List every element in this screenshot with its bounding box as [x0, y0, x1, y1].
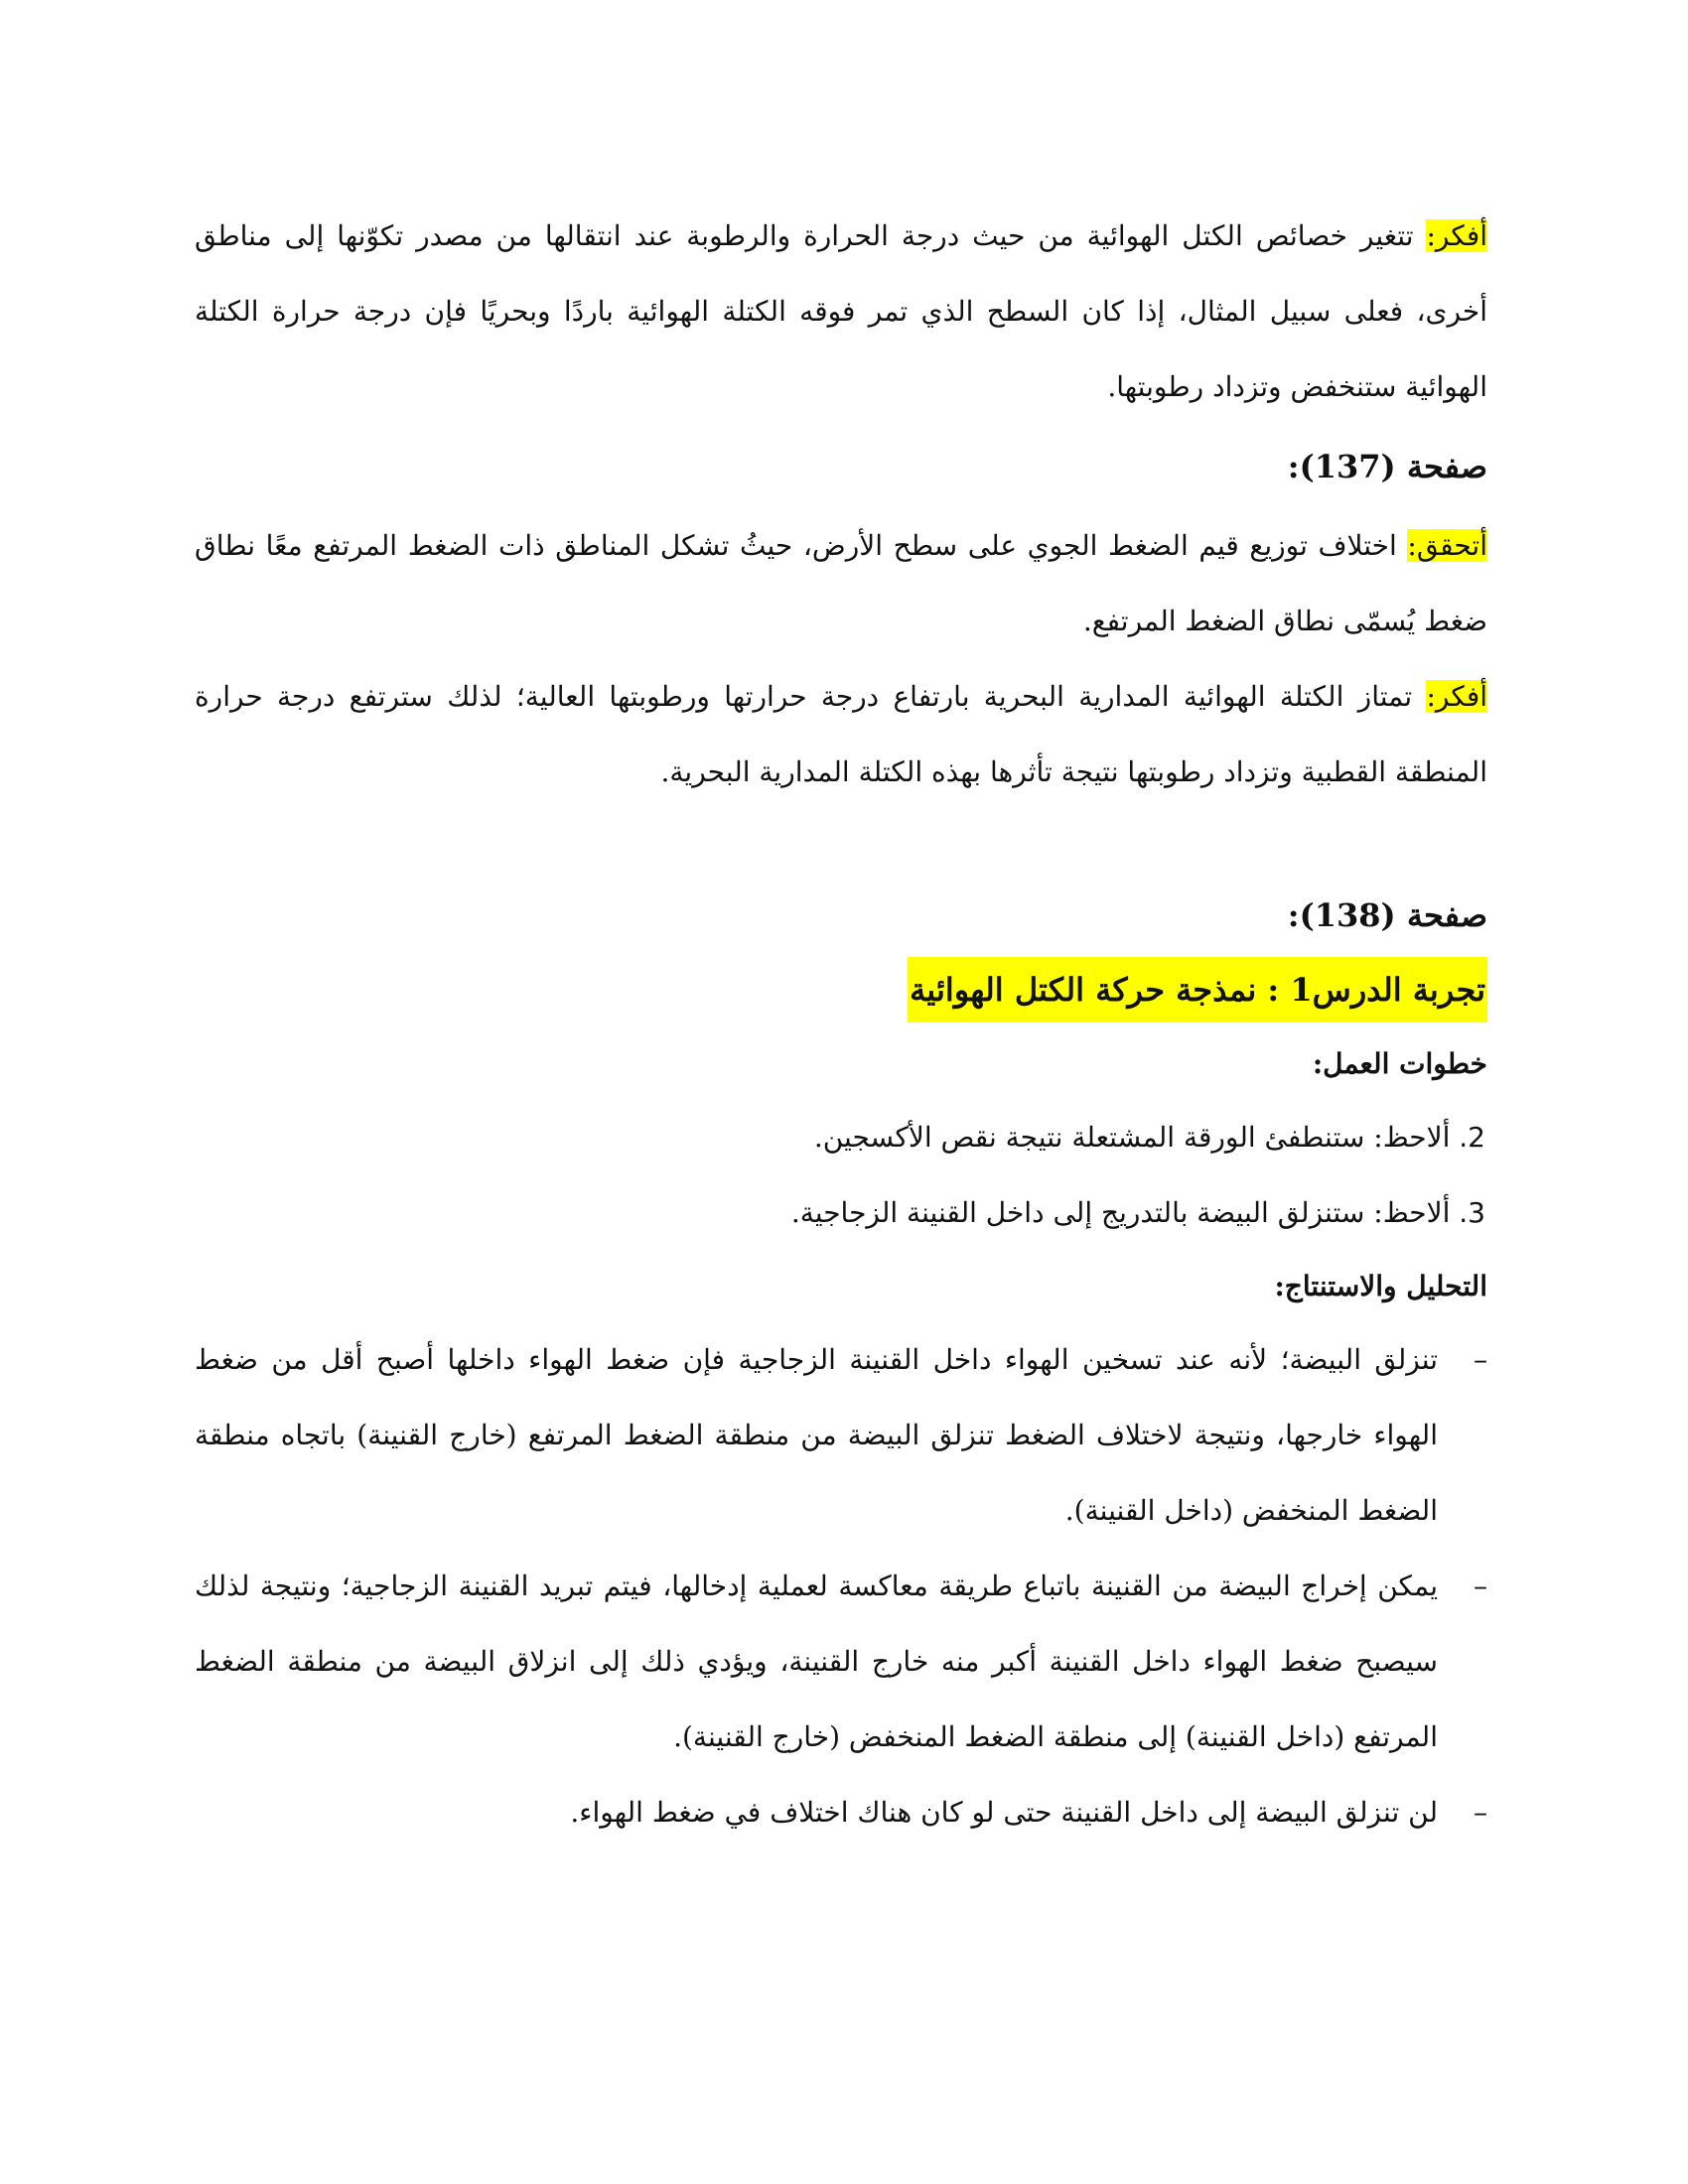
analysis-heading: التحليل والاستنتاج:: [1274, 1270, 1487, 1302]
think-text-2: تمتاز الكتلة الهوائية المدارية البحرية بارتفاع درجة حرارتها ورطوبتها العالية؛ لذلك سترتفع درجة حرارة المنطقة القطبية وتزداد رطوبتها نتيجة تأثرها بهذه الكتلة المدارية البحرية.: [195, 680, 1487, 788]
analysis-item: [195, 1549, 1487, 1775]
step-item: [195, 1100, 1487, 1175]
dash-bullet: –: [1474, 1796, 1487, 1829]
think-paragraph-1: [195, 199, 1487, 425]
step-text: ألاحظ: ستنطفئ الورقة المشتعلة نتيجة نقص الأكسجين.: [813, 1121, 1460, 1154]
think-text: تتغير خصائص الكتل الهوائية من حيث درجة الحرارة والرطوبة عند انتقالها من مصدر تكوّنها إلى مناطق أخرى، فعلى سبيل المثال، إذا كان السطح الذي تمر فوقه الكتلة الهوائية باردًا وبحريًا فإن درجة حرارة الكتلة الهوائية ستنخفض وتزداد رطوبتها.: [195, 219, 1487, 403]
analysis-item: [195, 1775, 1487, 1850]
step-item: [195, 1175, 1487, 1251]
analysis-item: [195, 1322, 1487, 1549]
think-label-2: أفكر:: [1426, 680, 1487, 713]
document-page: [195, 199, 1487, 1850]
page-137-heading: صفحة (137):: [1287, 448, 1487, 485]
think-label: أفكر:: [1426, 219, 1487, 252]
analysis-item-text: لن تنزلق البيضة إلى داخل القنينة حتى لو كان هناك اختلاف في ضغط الهواء.: [570, 1796, 1438, 1829]
step-text: ألاحظ: ستنزلق البيضة بالتدريج إلى داخل القنينة الزجاجية.: [790, 1196, 1460, 1229]
verify-text: اختلاف توزيع قيم الضغط الجوي على سطح الأرض، حيثُ تشكل المناطق ذات الضغط المرتفع معًا نطاق ضغط يُسمّى نطاق الضغط المرتفع.: [195, 529, 1487, 637]
step-number: 3.: [1459, 1196, 1485, 1229]
experiment-title: تجربة الدرس1 : نمذجة حركة الكتل الهوائية: [908, 957, 1487, 1023]
analysis-item-text: تنزلق البيضة؛ لأنه عند تسخين الهواء داخل القنينة الزجاجية فإن ضغط الهواء داخلها أصبح أقل من ضغط الهواء خارجها، ونتيجة لاختلاف الضغط تنزلق البيضة من منطقة الضغط المرتفع (خارج القنينة) باتجاه منطقة الضغط المنخفض (داخل القنينة).: [195, 1343, 1438, 1527]
verify-paragraph: [195, 508, 1487, 659]
analysis-list: [195, 1322, 1487, 1850]
work-steps-heading: خطوات العمل:: [1312, 1047, 1487, 1080]
think-paragraph-2: [195, 659, 1487, 810]
page-138-heading: صفحة (138):: [1287, 896, 1487, 934]
dash-bullet: –: [1474, 1343, 1487, 1376]
verify-label: أتحقق:: [1407, 529, 1487, 562]
dash-bullet: –: [1474, 1570, 1487, 1602]
analysis-item-text: يمكن إخراج البيضة من القنينة باتباع طريقة معاكسة لعملية إدخالها، فيتم تبريد القنينة الزجاجية؛ ونتيجة لذلك سيصبح ضغط الهواء داخل القنينة أكبر منه خارج القنينة، ويؤدي ذلك إلى انزلاق البيضة من منطقة الضغط المرتفع (داخل القنينة) إلى منطقة الضغط المنخفض (خارج القنينة).: [195, 1570, 1438, 1753]
step-number: 2.: [1459, 1121, 1485, 1154]
